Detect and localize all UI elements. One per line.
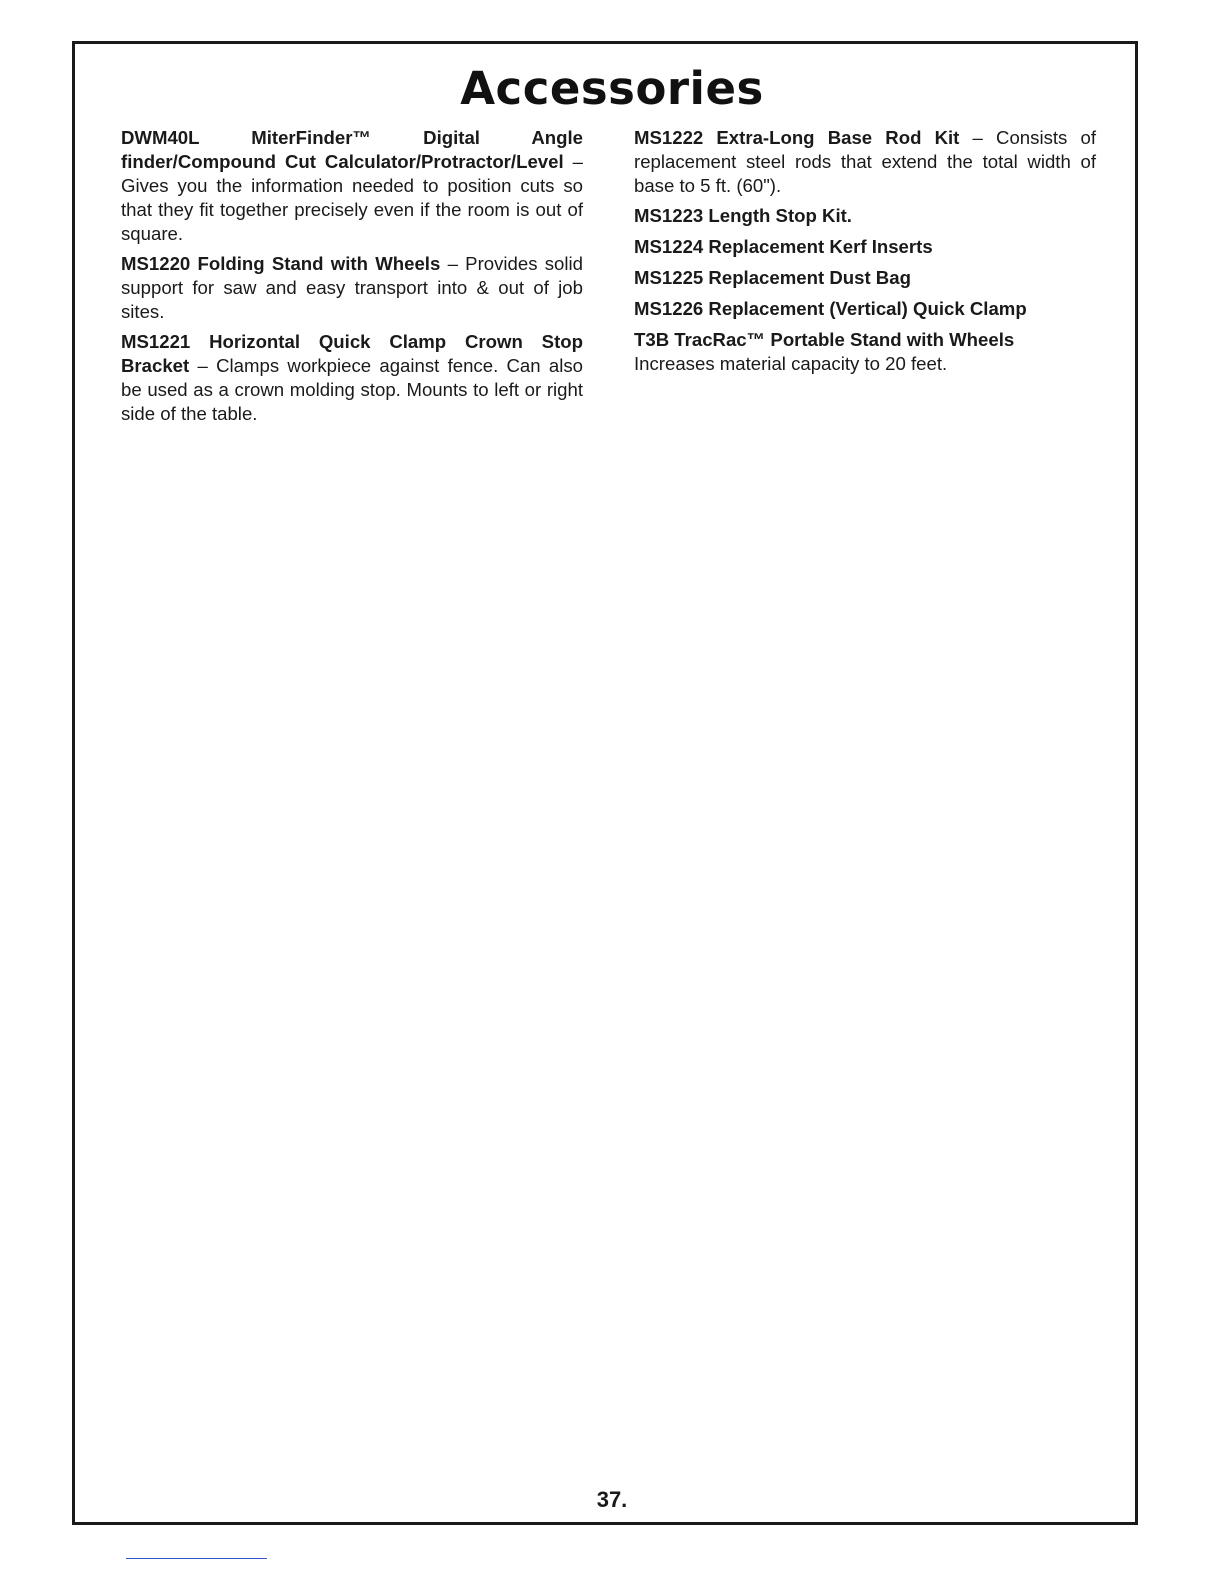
accessory-description: – Clamps workpiece against fence. Can also be used as a crown molding stop. Mounts to left or right side of the table.: [121, 355, 583, 424]
accessory-description: Increases material capacity to 20 feet.: [634, 353, 948, 374]
accessory-description: – Consists of replacement steel rods that extend the total width of base to 5 ft. (60").: [634, 127, 1096, 196]
accessory-name: MS1226 Replacement (Vertical) Quick Clamp: [634, 298, 1027, 319]
accessory-name: MS1221 Horizontal Quick Clamp Crown Stop Bracket: [121, 331, 583, 376]
right-column: [634, 126, 1096, 382]
accessory-entry: [634, 266, 1096, 290]
footer-link-underline: [126, 1558, 267, 1559]
page-title: Accessories: [460, 62, 764, 115]
accessory-entry: [634, 328, 1096, 376]
accessory-description: – Provides solid support for saw and easy transport into & out of job sites.: [121, 253, 584, 322]
accessory-name: MS1223 Length Stop Kit.: [634, 205, 852, 226]
accessory-entry: [121, 330, 583, 426]
accessory-entry: [634, 126, 1096, 198]
accessory-name: MS1224 Replacement Kerf Inserts: [634, 236, 933, 257]
accessory-name: MS1222 Extra-Long Base Rod Kit: [634, 127, 960, 148]
left-column: [121, 126, 583, 432]
accessory-entry: [634, 297, 1096, 321]
accessory-name: MS1220 Folding Stand with Wheels: [121, 253, 441, 274]
accessory-entry: [634, 235, 1096, 259]
accessory-entry: [634, 204, 1096, 228]
accessory-entry: [121, 252, 583, 324]
accessory-name: MS1225 Replacement Dust Bag: [634, 267, 911, 288]
page-number: 37.: [596, 1487, 628, 1512]
accessory-description: – Gives you the information needed to position cuts so that they fit together precisely even if the room is out of square.: [121, 151, 583, 244]
accessory-name: T3B TracRac™ Portable Stand with Wheels: [634, 329, 1015, 350]
accessory-name: DWM40L MiterFinder™ Digital Angle finder/Compound Cut Calculator/Protractor/Level: [121, 127, 583, 172]
accessory-entry: [121, 126, 583, 246]
